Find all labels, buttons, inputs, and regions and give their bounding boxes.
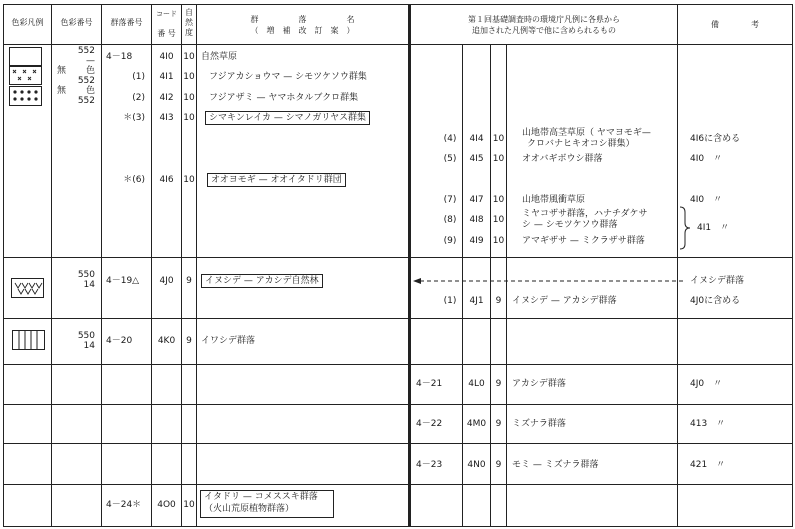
- community-name: 山地帯高茎草原（ ヤマヨモギ—: [522, 128, 651, 138]
- code: 4L0: [468, 379, 485, 389]
- header-code-top: コード: [156, 10, 177, 18]
- naturalness: 10: [183, 113, 195, 123]
- header-color-number: 色彩番号: [60, 18, 93, 27]
- code: 4M0: [466, 419, 487, 429]
- community-name: フジアザミ — ヤマホタルブクロ群集: [209, 93, 359, 103]
- legend-swatch-plain: [9, 47, 42, 66]
- community-name-cont: シ — シモツケソウ群落: [522, 220, 618, 230]
- remark: 4I1 〃: [697, 223, 730, 233]
- naturalness: 10: [183, 72, 195, 82]
- community-name: ミズナラ群落: [512, 419, 566, 429]
- code: 4O0: [157, 500, 176, 510]
- naturalness: 9: [495, 296, 502, 306]
- rule: [3, 364, 793, 365]
- rule: [3, 44, 793, 45]
- code: 4I8: [469, 215, 484, 225]
- code: 4J1: [469, 296, 484, 306]
- community-name-boxed: オオヨモギ — オオイタドリ群団: [207, 173, 346, 187]
- ref-index: (5): [443, 154, 457, 164]
- group-number: ＊(3): [123, 113, 145, 123]
- group-number: 4－20: [106, 336, 133, 346]
- header-name-top: 群 落 名: [250, 15, 355, 24]
- color-number: 550: [77, 331, 95, 341]
- group-number: 4－22: [416, 419, 443, 429]
- code: 4I4: [469, 134, 484, 144]
- color-prefix: 無: [57, 66, 67, 76]
- community-name: モミ — ミズナラ群落: [512, 460, 599, 470]
- naturalness: 10: [492, 236, 505, 246]
- stripe-pattern-icon: [13, 331, 44, 349]
- color-prefix: 無: [57, 86, 67, 96]
- header-code-bottom: 番 号: [157, 29, 176, 38]
- remark: 4I0 〃: [690, 154, 723, 164]
- group-number: 4－21: [416, 379, 443, 389]
- ref-index: (4): [443, 134, 457, 144]
- rule: [51, 4, 52, 527]
- naturalness: 9: [186, 336, 192, 346]
- community-name: アカシデ群落: [512, 379, 566, 389]
- cross-pattern-icon: [10, 67, 41, 84]
- code: 4N0: [467, 460, 486, 470]
- code: 4I1: [159, 72, 174, 82]
- arrow-icon: [412, 276, 688, 286]
- header-name-bottom: （ 増 補 改 訂 案 ）: [250, 26, 355, 35]
- community-name: イヌシデ — アカシデ群落: [512, 296, 617, 306]
- naturalness: 10: [492, 215, 505, 225]
- community-name: イタドリ — コメススキ群落: [204, 492, 318, 502]
- community-name: 山地帯風衝草原: [522, 195, 586, 205]
- rule: [677, 4, 678, 527]
- code: 4J0: [159, 276, 174, 286]
- community-name: 自然草原: [201, 52, 238, 62]
- color-label: 色: [85, 66, 95, 76]
- group-number: 4－18: [106, 52, 133, 62]
- header-naturalness: 自然度: [185, 8, 193, 37]
- naturalness: 9: [495, 419, 502, 429]
- legend-swatch-check: [11, 278, 44, 298]
- remark: 4I0 〃: [690, 195, 723, 205]
- community-name-boxed: シマキンレイカ — シマノガリヤス群集: [205, 111, 370, 125]
- rule: [3, 526, 793, 527]
- rule: [408, 4, 411, 527]
- ref-index: (1): [443, 296, 457, 306]
- remark: 413 〃: [690, 419, 726, 429]
- rule: [3, 443, 793, 444]
- rule: [3, 404, 793, 405]
- remark: 4J0 〃: [690, 379, 723, 389]
- color-dash: —: [86, 56, 95, 66]
- community-name-cont: （火山荒原植物群落）: [204, 504, 295, 514]
- color-label: 色: [85, 86, 95, 96]
- naturalness: 9: [186, 276, 192, 286]
- rule: [3, 257, 793, 258]
- remark: 421 〃: [690, 460, 726, 470]
- community-name-cont: クロバナヒキオコシ群集）: [527, 139, 635, 149]
- legend-swatch-stripe: [12, 330, 45, 350]
- code: 4I0: [159, 52, 174, 62]
- group-number: (2): [132, 93, 145, 103]
- color-number: 14: [83, 341, 95, 351]
- code: 4K0: [157, 336, 176, 346]
- code: 4I7: [469, 195, 484, 205]
- remark: 4I6に含める: [690, 134, 741, 144]
- community-name-boxed: イヌシデ — アカシデ自然林: [201, 274, 323, 288]
- rule: [3, 484, 793, 485]
- code: 4I3: [159, 113, 174, 123]
- group-number: 4－23: [416, 460, 443, 470]
- community-name: ミヤコザサ群落，ハナチダケサ: [522, 209, 648, 219]
- naturalness: 9: [495, 379, 502, 389]
- naturalness: 10: [183, 175, 195, 185]
- group-number: 4－19△: [106, 276, 140, 286]
- group-number: (1): [132, 72, 145, 82]
- rule: [196, 4, 197, 527]
- rule: [3, 4, 4, 527]
- code: 4I9: [469, 236, 484, 246]
- rule: [3, 318, 793, 319]
- header-remark: 備 考: [711, 20, 759, 29]
- legend-swatch-dots: [9, 86, 42, 106]
- brace-icon: [678, 206, 694, 250]
- rule: [792, 4, 793, 527]
- color-number: 14: [83, 280, 95, 290]
- naturalness: 10: [183, 52, 195, 62]
- ref-index: (8): [443, 215, 457, 225]
- naturalness: 9: [495, 460, 502, 470]
- header-first-survey-1: 第１回基礎調査時の環境庁凡例に各県から: [468, 15, 620, 24]
- ref-index: (9): [443, 236, 457, 246]
- group-number: 4－24＊: [106, 500, 142, 510]
- dot-pattern-icon: [10, 87, 41, 105]
- naturalness: 10: [492, 134, 505, 144]
- naturalness: 10: [492, 195, 505, 205]
- community-name: オオバギボウシ群落: [522, 154, 603, 164]
- code: 4I6: [159, 175, 174, 185]
- header-legend: 色彩凡例: [11, 18, 44, 27]
- community-name: フジアカショウマ — シモツケソウ群集: [209, 72, 367, 82]
- naturalness: 10: [183, 93, 195, 103]
- naturalness: 10: [183, 500, 195, 510]
- color-number: 552: [77, 76, 95, 86]
- group-number: ＊(6): [123, 175, 145, 185]
- legend-swatch-cross: [9, 66, 42, 85]
- code: 4I5: [469, 154, 484, 164]
- color-number: 552: [77, 96, 95, 106]
- color-number: 552: [77, 46, 95, 56]
- naturalness: 10: [492, 154, 505, 164]
- check-pattern-icon: [12, 279, 43, 297]
- code: 4I2: [159, 93, 174, 103]
- ref-index: (7): [443, 195, 457, 205]
- remark: 4J0に含める: [690, 296, 741, 306]
- header-first-survey-2: 追加された凡例等で他に含められるもの: [472, 26, 616, 35]
- color-number: 550: [77, 270, 95, 280]
- header-group-number: 群落番号: [110, 18, 143, 27]
- community-name: アマギザサ — ミクラザサ群落: [522, 236, 645, 246]
- community-name: イワシデ群落: [201, 336, 256, 346]
- arrow-label: イヌシデ群落: [690, 276, 745, 286]
- rule: [3, 4, 793, 5]
